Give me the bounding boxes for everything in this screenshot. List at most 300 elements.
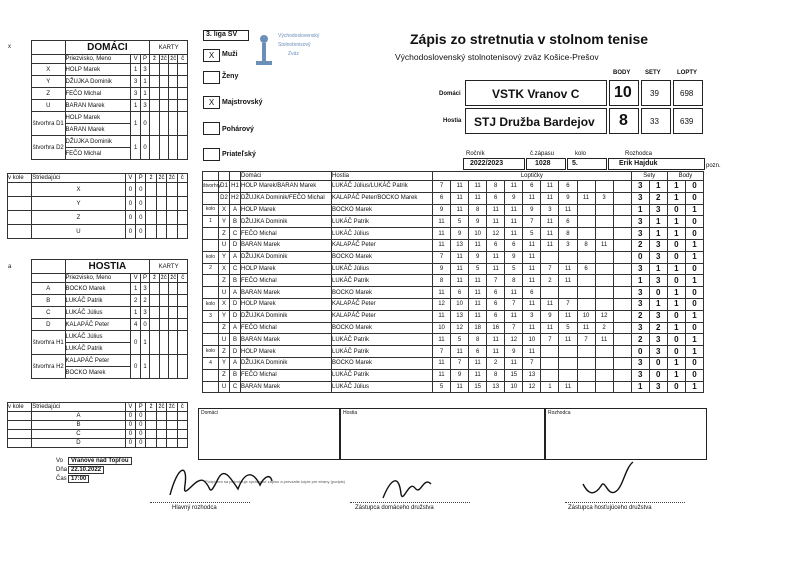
- sets-guest: 2: [649, 322, 667, 334]
- table-row: [203, 263, 704, 275]
- points-home: 1: [667, 287, 685, 299]
- sets-home: 3: [631, 369, 649, 381]
- ball-score: [613, 287, 631, 299]
- points-home: 1: [667, 263, 685, 275]
- match-home-code: Y: [219, 216, 230, 228]
- ball-score: [595, 357, 613, 369]
- match-guest-player: LUKÁČ Patrik: [332, 275, 433, 287]
- table-row: [32, 64, 188, 76]
- home-subs-table: [7, 173, 188, 239]
- table-row: [8, 225, 188, 239]
- player-name: KALAPÁČ Peter: [65, 319, 131, 331]
- sets-home: 3: [631, 287, 649, 299]
- player-code: A: [32, 283, 66, 295]
- ball-score: 5: [505, 263, 523, 275]
- player-name: LUKÁČ Július: [65, 307, 131, 319]
- page-subtitle: Východoslovenský stolnotenisový zväz Košice-Prešov: [395, 52, 599, 62]
- doubles-player-name: DŽUJKA Dominik: [65, 136, 131, 148]
- sets-guest: 3: [649, 346, 667, 358]
- ball-score: 11: [523, 298, 541, 310]
- match-home-code: Z: [219, 346, 230, 358]
- match-guest-code: A: [230, 287, 241, 299]
- ball-score: 11: [505, 310, 523, 322]
- match-guest-code: H1: [230, 181, 241, 193]
- match-guest-code: C: [230, 381, 241, 393]
- points-guest: 0: [685, 228, 703, 240]
- ball-score: [595, 346, 613, 358]
- ball-score: 11: [487, 251, 505, 263]
- card-cell: [178, 283, 188, 295]
- points-guest: 1: [685, 381, 703, 393]
- col-v-header: V: [125, 403, 135, 412]
- ball-score: 11: [523, 322, 541, 334]
- priatelsky-checkbox[interactable]: [203, 148, 220, 161]
- ball-score: 11: [577, 322, 595, 334]
- ball-score: 11: [559, 334, 577, 346]
- match-guest-player: LUKÁČ Július: [332, 381, 433, 393]
- ball-score: 11: [433, 287, 451, 299]
- table-row: [203, 192, 704, 204]
- match-home-code: Y: [219, 310, 230, 322]
- card-cell: [177, 197, 187, 211]
- player-losses: 3: [140, 100, 149, 112]
- sets-home: 3: [631, 322, 649, 334]
- match-guest-code: D: [230, 239, 241, 251]
- match-guest-player: KALAPÁČ Peter: [332, 310, 433, 322]
- ball-score: [595, 216, 613, 228]
- guest-body: 8: [619, 112, 628, 129]
- table-row: [203, 228, 704, 240]
- sub-code: D: [32, 439, 125, 448]
- doubles-wins: 1: [131, 136, 140, 160]
- card-cell: [159, 355, 168, 379]
- player-wins: 1: [131, 283, 140, 295]
- doubles-code: štvorhra D1: [32, 112, 66, 136]
- match-kolo: [203, 381, 219, 393]
- player-wins: 4: [131, 319, 140, 331]
- player-wins: 3: [131, 76, 140, 88]
- card-cell: [146, 430, 156, 439]
- doubles-player-name: BOCKO Marek: [65, 367, 131, 379]
- karty-label: KARTY: [150, 260, 188, 274]
- ball-score: 11: [541, 216, 559, 228]
- rocnik-box: [463, 158, 525, 170]
- doubles-wins: 0: [131, 355, 140, 379]
- ball-score: 9: [541, 310, 559, 322]
- footer-domaci-label: Domáci: [201, 410, 218, 416]
- logo-line-1: Východoslovenský: [278, 33, 320, 39]
- col-name-header: Priezvisko, Meno: [65, 55, 131, 64]
- table-row: [32, 76, 188, 88]
- col-lopty: LOPTY: [677, 70, 698, 76]
- card-cell: [159, 112, 168, 136]
- card-cell: [159, 295, 168, 307]
- table-row: [203, 216, 704, 228]
- ball-score: 6: [577, 263, 595, 275]
- match-home-code: Z: [219, 228, 230, 240]
- match-guest-code: D: [230, 310, 241, 322]
- ball-score: [541, 357, 559, 369]
- table-row: [32, 331, 188, 343]
- player-wins: 3: [131, 88, 140, 100]
- cas-value: 17:00: [68, 475, 89, 483]
- sig-line-2: [350, 502, 470, 503]
- player-losses: 1: [140, 76, 149, 88]
- card-cell: [169, 355, 178, 379]
- card-cell: [159, 64, 168, 76]
- ball-score: 11: [433, 357, 451, 369]
- rozhodca-box: [608, 158, 705, 170]
- sets-home: 1: [631, 204, 649, 216]
- card-cell: [156, 430, 166, 439]
- sub-code: U: [32, 225, 125, 239]
- ball-score: 11: [523, 239, 541, 251]
- match-guest-player: LUKÁČ Patrik: [332, 216, 433, 228]
- player-losses: 3: [140, 307, 149, 319]
- ball-score: [613, 334, 631, 346]
- card-cell: [159, 88, 168, 100]
- ball-score: 11: [559, 263, 577, 275]
- card-cell: [159, 100, 168, 112]
- card-cell: [167, 197, 177, 211]
- ball-score: [559, 287, 577, 299]
- muzi-checkbox[interactable]: X: [203, 49, 220, 62]
- ball-score: [577, 181, 595, 193]
- match-home-player: DŽUJKA Dominik: [241, 216, 332, 228]
- card-cell: [150, 136, 159, 160]
- match-home-player: DŽUJKA Dominik: [241, 310, 332, 322]
- zeny-checkbox[interactable]: [203, 71, 220, 84]
- ball-score: 10: [469, 228, 487, 240]
- table-row: [203, 357, 704, 369]
- ball-score: 6: [469, 346, 487, 358]
- sets-home: 3: [631, 263, 649, 275]
- table-row: [8, 183, 188, 197]
- ball-score: [541, 369, 559, 381]
- col-body: BODY: [613, 70, 631, 76]
- guest-sety-box: [641, 108, 671, 134]
- match-home-player: FEČO Michal: [241, 275, 332, 287]
- table-row: [8, 412, 188, 421]
- ball-score: 7: [487, 275, 505, 287]
- sets-home: 2: [631, 239, 649, 251]
- ball-score: 8: [487, 369, 505, 381]
- sub-code: B: [32, 421, 125, 430]
- match-home-player: BARAN Marek: [241, 239, 332, 251]
- sub-code: C: [32, 430, 125, 439]
- card-col-header: žč: [170, 56, 177, 62]
- home-body-box: [609, 80, 639, 106]
- ball-score: 16: [487, 322, 505, 334]
- guest-signature: [575, 458, 655, 506]
- card-col-header: žč: [160, 275, 167, 281]
- table-row: [32, 274, 188, 283]
- points-home: 1: [667, 181, 685, 193]
- ball-score: [613, 357, 631, 369]
- ball-score: 10: [505, 381, 523, 393]
- sub-kolo-cell: [8, 439, 32, 448]
- referee-signature: [160, 455, 280, 505]
- card-cell: [150, 64, 159, 76]
- sig-line-1: [150, 502, 250, 503]
- points-guest: 0: [685, 181, 703, 193]
- doubles-player-name: HOLP Marek: [65, 112, 131, 124]
- sets-home: 1: [631, 275, 649, 287]
- ball-score: 6: [559, 181, 577, 193]
- ball-score: 6: [523, 181, 541, 193]
- association-logo: [252, 28, 322, 68]
- points-guest: 1: [685, 346, 703, 358]
- card-cell: [146, 412, 156, 421]
- ball-score: [613, 216, 631, 228]
- ball-score: 9: [469, 216, 487, 228]
- match-kolo: kolo: [203, 346, 219, 358]
- ball-score: 3: [559, 239, 577, 251]
- stried-label: Striedajúci: [32, 403, 125, 412]
- card-cell: [156, 183, 166, 197]
- table-row: [8, 430, 188, 439]
- match-guest-player: LUKÁČ Július/LUKÁČ Patrik: [332, 181, 433, 193]
- ball-score: 6: [487, 239, 505, 251]
- ball-score: 5: [523, 228, 541, 240]
- ball-score: 11: [505, 228, 523, 240]
- points-home: 1: [667, 369, 685, 381]
- card-cell: [150, 307, 159, 319]
- ball-score: 11: [595, 239, 613, 251]
- ball-score: 6: [487, 287, 505, 299]
- player-code: Z: [32, 88, 66, 100]
- col-p-header: P: [140, 55, 149, 64]
- match-kolo: kolo: [203, 204, 219, 216]
- doubles-losses: 0: [140, 112, 149, 136]
- table-row: [203, 381, 704, 393]
- karty-label: KARTY: [150, 41, 188, 55]
- sets-guest: 1: [649, 298, 667, 310]
- match-kolo: [203, 192, 219, 204]
- points-guest: 0: [685, 216, 703, 228]
- card-cell: [169, 100, 178, 112]
- table-row: [203, 346, 704, 358]
- sub-kolo-cell: [8, 197, 32, 211]
- doubles-losses: 1: [140, 355, 149, 379]
- card-cell: [159, 283, 168, 295]
- ball-score: 12: [523, 381, 541, 393]
- card-cell: [177, 412, 187, 421]
- footer-hostia-label: Hostia: [343, 410, 358, 416]
- card-cell: [159, 319, 168, 331]
- match-guest-code: A: [230, 204, 241, 216]
- logo-line-3: Zväz: [288, 51, 299, 57]
- sets-guest: 3: [649, 334, 667, 346]
- sets-home: 3: [631, 298, 649, 310]
- sub-losses: 0: [136, 225, 146, 239]
- zeny-label: Ženy: [222, 73, 239, 80]
- player-code: D: [32, 319, 66, 331]
- card-cell: [169, 283, 178, 295]
- points-home: 1: [667, 216, 685, 228]
- ball-score: 11: [469, 181, 487, 193]
- col-p-header: P: [140, 274, 149, 283]
- table-row: [203, 172, 704, 181]
- dna-label: Dňa: [56, 467, 68, 473]
- hostia-header: Hostia: [332, 172, 433, 181]
- match-guest-code: D: [230, 298, 241, 310]
- sub-losses: 0: [136, 211, 146, 225]
- sets-home: 0: [631, 346, 649, 358]
- sub-wins: 0: [125, 412, 135, 421]
- match-guest-code: B: [230, 216, 241, 228]
- table-row: [203, 275, 704, 287]
- guest-subs-table: [7, 402, 188, 448]
- card-cell: [167, 412, 177, 421]
- table-row: [8, 174, 188, 183]
- kolo-value: 5.: [572, 160, 578, 167]
- card-cell: [169, 112, 178, 136]
- match-home-player: FEČO Michal: [241, 369, 332, 381]
- ball-score: [577, 251, 595, 263]
- match-guest-code: B: [230, 369, 241, 381]
- match-kolo: [203, 369, 219, 381]
- vkole-label: v kole: [8, 174, 32, 183]
- sets-guest: 1: [649, 181, 667, 193]
- ball-score: 9: [505, 192, 523, 204]
- sets-home: 3: [631, 181, 649, 193]
- match-home-player: HOLP Marek/BARAN Marek: [241, 181, 332, 193]
- points-home: 0: [667, 310, 685, 322]
- table-row: [32, 100, 188, 112]
- guest-roster-table: [31, 259, 188, 379]
- table-row: [203, 334, 704, 346]
- ball-score: 8: [433, 275, 451, 287]
- ball-score: 11: [433, 369, 451, 381]
- ball-score: 11: [451, 251, 469, 263]
- ball-score: 7: [505, 298, 523, 310]
- table-row: [8, 211, 188, 225]
- guest-lopty-box: [673, 108, 703, 134]
- points-guest: 0: [685, 298, 703, 310]
- sig-line-3: [565, 502, 685, 503]
- ball-score: 7: [505, 322, 523, 334]
- points-home: 0: [667, 381, 685, 393]
- match-kolo: [203, 322, 219, 334]
- match-kolo: 4: [203, 357, 219, 369]
- footer-domaci-box: [198, 408, 340, 460]
- table-row: [203, 322, 704, 334]
- match-home-player: HOLP Marek: [241, 298, 332, 310]
- ball-score: 11: [541, 228, 559, 240]
- ball-score: 9: [559, 192, 577, 204]
- card-cell: [178, 307, 188, 319]
- card-cell: [167, 439, 177, 448]
- card-col-header: žč: [170, 275, 177, 281]
- zapasu-label: č.zápasu: [530, 151, 555, 157]
- sub-losses: 0: [136, 183, 146, 197]
- points-guest: 1: [685, 204, 703, 216]
- card-cell: [167, 430, 177, 439]
- home-sety: 39: [650, 89, 659, 98]
- majstrovsky-checkbox[interactable]: X: [203, 96, 220, 109]
- ball-score: 7: [541, 263, 559, 275]
- card-col-header: ž: [146, 174, 156, 183]
- zapasu-box: [526, 158, 566, 170]
- card-cell: [150, 331, 159, 355]
- doubles-player-name: BARAN Marek: [65, 124, 131, 136]
- guest-panel: [31, 259, 188, 379]
- match-guest-player: BOCKO Marek: [332, 204, 433, 216]
- player-name: BOCKO Marek: [65, 283, 131, 295]
- match-kolo: štvorhry: [203, 181, 219, 193]
- col-v-header: V: [131, 274, 140, 283]
- ball-score: 11: [523, 275, 541, 287]
- match-home-code: Z: [219, 369, 230, 381]
- match-kolo: kolo: [203, 298, 219, 310]
- ball-score: 11: [433, 239, 451, 251]
- points-guest: 1: [685, 239, 703, 251]
- ball-score: 11: [523, 263, 541, 275]
- player-losses: 1: [140, 88, 149, 100]
- player-code: B: [32, 295, 66, 307]
- match-home-player: HOLP Marek: [241, 204, 332, 216]
- blank-cell: [32, 55, 66, 64]
- ball-score: 6: [451, 287, 469, 299]
- ball-score: 8: [469, 204, 487, 216]
- guest-team-box: [465, 108, 607, 134]
- points-home: 1: [667, 228, 685, 240]
- sub-losses: 0: [136, 197, 146, 211]
- table-row: [32, 355, 188, 367]
- doubles-player-name: LUKÁČ Július: [65, 331, 131, 343]
- pohar-checkbox[interactable]: [203, 122, 220, 135]
- ball-score: 7: [523, 216, 541, 228]
- sets-guest: 1: [649, 263, 667, 275]
- card-cell: [169, 319, 178, 331]
- ball-score: 5: [451, 334, 469, 346]
- ball-score: 11: [505, 204, 523, 216]
- player-code: C: [32, 307, 66, 319]
- sub-wins: 0: [125, 421, 135, 430]
- ball-score: 11: [505, 287, 523, 299]
- place-date-block: [56, 458, 166, 485]
- home-sety-box: [641, 80, 671, 106]
- ball-score: 3: [523, 310, 541, 322]
- ball-score: [613, 310, 631, 322]
- ball-score: 3: [595, 192, 613, 204]
- ball-score: 11: [577, 192, 595, 204]
- ball-score: [613, 181, 631, 193]
- ball-score: 9: [433, 204, 451, 216]
- table-row: [203, 251, 704, 263]
- points-home: 0: [667, 204, 685, 216]
- ball-score: [613, 322, 631, 334]
- ball-score: 11: [469, 310, 487, 322]
- card-cell: [150, 100, 159, 112]
- ball-score: 12: [505, 334, 523, 346]
- domaci-header: Domáci: [241, 172, 332, 181]
- player-wins: 2: [131, 295, 140, 307]
- sub-code: A: [32, 412, 125, 421]
- zapasu-value: 1028: [535, 160, 551, 167]
- card-cell: [169, 295, 178, 307]
- ball-score: 11: [469, 192, 487, 204]
- match-home-code: X: [219, 298, 230, 310]
- table-tennis-logo-icon: [252, 34, 276, 68]
- ball-score: 11: [433, 228, 451, 240]
- points-home: 1: [667, 298, 685, 310]
- ball-score: 11: [523, 192, 541, 204]
- match-guest-code: A: [230, 322, 241, 334]
- ball-score: 1: [541, 381, 559, 393]
- player-name: DŽUJKA Dominik: [65, 76, 131, 88]
